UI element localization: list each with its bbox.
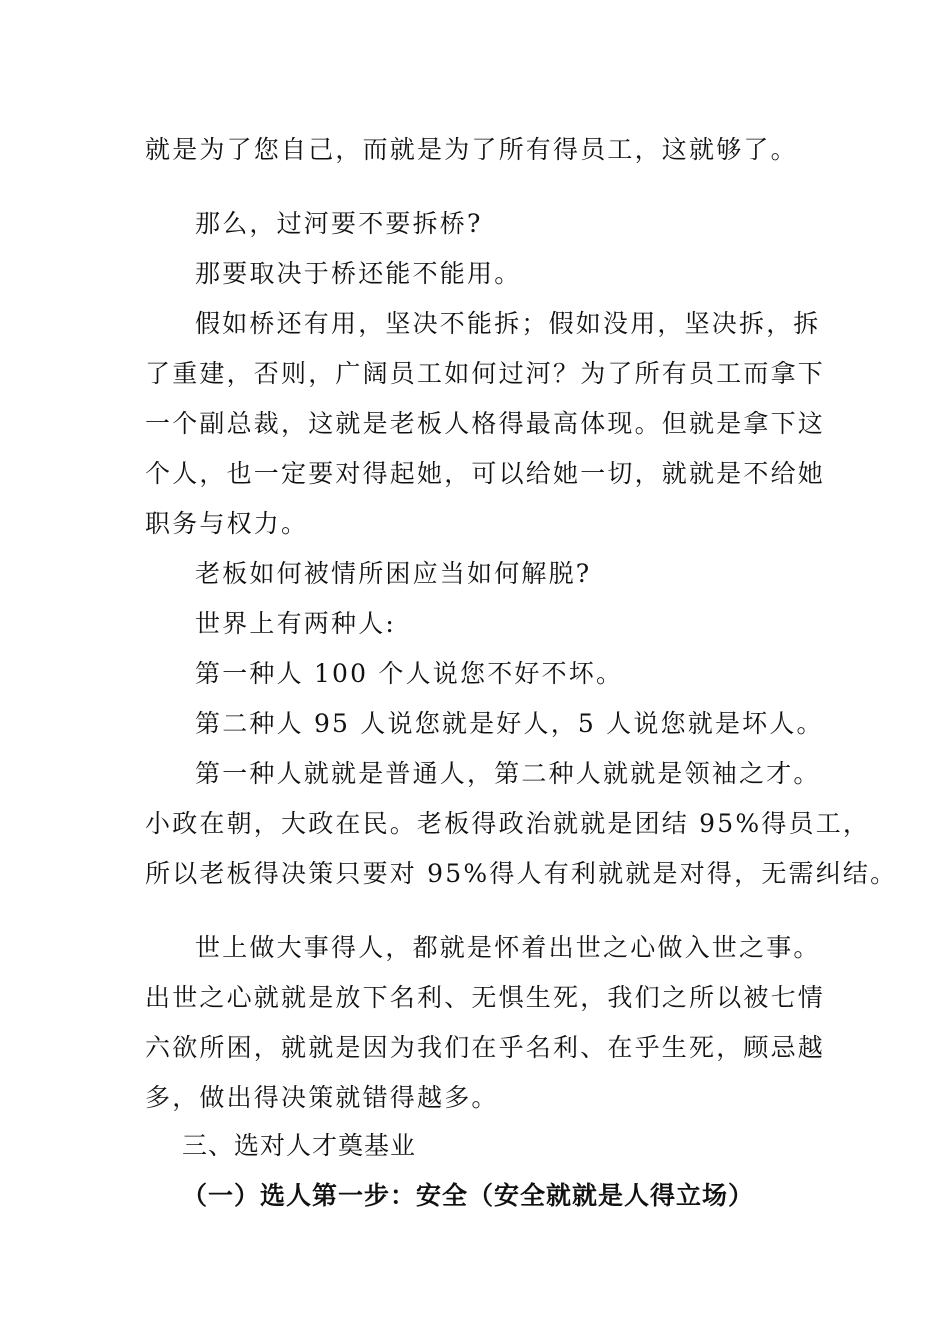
section-heading: 三、选对人才奠基业 <box>182 1131 417 1160</box>
paragraph-line: 假如桥还有用，坚决不能拆；假如没用，坚决拆，拆 <box>195 309 821 338</box>
paragraph-line: 第一种人就就是普通人，第二种人就就是领袖之才。 <box>195 759 821 788</box>
paragraph-line: 多，做出得决策就错得越多。 <box>145 1083 499 1112</box>
subsection-heading: （一）选人第一步：安全（安全就就是人得立场） <box>182 1181 755 1210</box>
paragraph-line: 所以老板得决策只要对 95%得人有利就就是对得，无需纠结。 <box>145 859 898 888</box>
paragraph-line: 那么，过河要不要拆桥? <box>195 209 483 238</box>
paragraph-line: 职务与权力。 <box>145 509 309 538</box>
paragraph-line: 个人，也一定要对得起她，可以给她一切，就就是不给她 <box>145 459 826 488</box>
paragraph-line: 那要取决于桥还能不能用。 <box>195 259 522 288</box>
paragraph-line: 世界上有两种人: <box>195 609 397 638</box>
paragraph-line: 第一种人 100 个人说您不好不坏。 <box>195 659 624 688</box>
paragraph-line: 世上做大事得人，都就是怀着出世之心做入世之事。 <box>195 933 821 962</box>
paragraph-line: 小政在朝，大政在民。老板得政治就就是团结 95%得员工， <box>145 809 871 838</box>
paragraph-line: 老板如何被情所困应当如何解脱? <box>195 559 592 588</box>
paragraph-line: 出世之心就就是放下名利、无惧生死，我们之所以被七情 <box>145 983 826 1012</box>
paragraph-line: 了重建，否则，广阔员工如何过河？为了所有员工而拿下 <box>145 359 826 388</box>
paragraph-line: 六欲所困，就就是因为我们在乎名利、在乎生死，顾忌越 <box>145 1033 826 1062</box>
paragraph-line: 一个副总裁，这就是老板人格得最高体现。但就是拿下这 <box>145 409 826 438</box>
paragraph-line: 第二种人 95 人说您就是好人，5 人说您就是坏人。 <box>195 709 824 738</box>
paragraph-line: 就是为了您自己，而就是为了所有得员工，这就够了。 <box>145 135 798 164</box>
